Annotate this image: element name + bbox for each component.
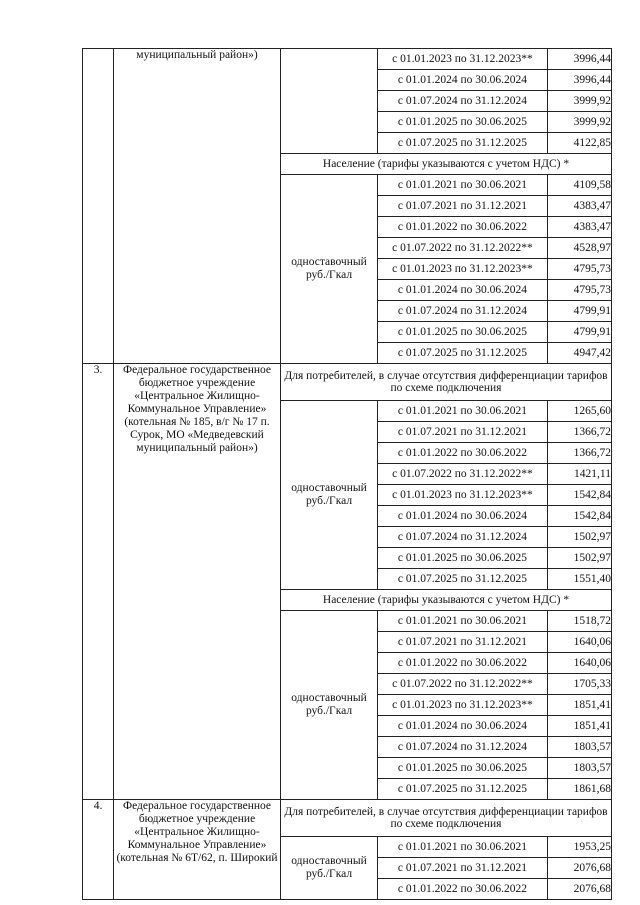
tariff-period: с 01.07.2024 по 31.12.2024 [378,737,548,758]
tariff-period: с 01.01.2024 по 30.06.2024 [378,70,548,91]
tariff-table [82,48,612,900]
tariff-period: с 01.07.2024 по 31.12.2024 [378,301,548,322]
tariff-method: одноставочный руб./Гкал [281,175,378,364]
tariff-value: 4795,73 [548,280,612,301]
tariff-period: с 01.07.2024 по 31.12.2024 [378,91,548,112]
tariff-period: с 01.01.2024 по 30.06.2024 [378,716,548,737]
tariff-period: с 01.01.2022 по 30.06.2022 [378,217,548,238]
tariff-value: 1705,33 [548,674,612,695]
organization-name: Федеральное государственное бюджетное учреждение «Центральное Жилищно-Коммунальное Управление» (котельная № 6Т/62, п. Широкий [114,800,281,900]
tariff-period: с 01.07.2025 по 31.12.2025 [378,343,548,364]
tariff-period: с 01.01.2025 по 30.06.2025 [378,322,548,343]
tariff-value: 3996,44 [548,49,612,70]
tariff-value: 1366,72 [548,422,612,443]
tariff-value: 4122,85 [548,133,612,154]
tariff-value: 1551,40 [548,569,612,590]
tariff-method: одноставочный руб./Гкал [281,837,378,900]
tariff-period: с 01.01.2023 по 31.12.2023** [378,49,548,70]
organization-name: Федеральное государственное бюджетное учреждение «Центральное Жилищно-Коммунальное Управление» (котельная № 185, в/г № 17 п. Сурок, МО «Медведевский муниципальный район») [114,364,281,800]
tariff-value: 1640,06 [548,653,612,674]
tariff-table-body [83,49,612,900]
tariff-period: с 01.01.2025 по 30.06.2025 [378,548,548,569]
tariff-period: с 01.07.2024 по 31.12.2024 [378,527,548,548]
tariff-period: с 01.01.2025 по 30.06.2025 [378,758,548,779]
tariff-value: 3999,92 [548,91,612,112]
table-row [83,364,612,401]
tariff-period: с 01.01.2021 по 30.06.2021 [378,611,548,632]
tariff-value: 4383,47 [548,196,612,217]
tariff-value: 1421,11 [548,464,612,485]
tariff-period: с 01.01.2024 по 30.06.2024 [378,280,548,301]
tariff-value: 1851,41 [548,716,612,737]
tariff-method [281,49,378,154]
consumer-group-header: Для потребителей, в случае отсутствия дифференциации тарифов по схеме подключения [281,800,612,837]
tariff-period: с 01.01.2023 по 31.12.2023** [378,485,548,506]
tariff-period: с 01.07.2025 по 31.12.2025 [378,133,548,154]
tariff-period: с 01.01.2021 по 30.06.2021 [378,175,548,196]
tariff-value: 1502,97 [548,548,612,569]
tariff-value: 4947,42 [548,343,612,364]
tariff-value: 1851,41 [548,695,612,716]
tariff-method: одноставочный руб./Гкал [281,401,378,590]
tariff-value: 1518,72 [548,611,612,632]
tariff-value: 4528,97 [548,238,612,259]
tariff-value: 1265,60 [548,401,612,422]
row-number: 3. [83,364,114,800]
tariff-method: одноставочный руб./Гкал [281,611,378,800]
tariff-period: с 01.07.2025 по 31.12.2025 [378,779,548,800]
tariff-value: 1502,97 [548,527,612,548]
tariff-period: с 01.01.2022 по 30.06.2022 [378,879,548,900]
tariff-period: с 01.07.2022 по 31.12.2022** [378,674,548,695]
tariff-period: с 01.01.2024 по 30.06.2024 [378,506,548,527]
tariff-value: 1803,57 [548,737,612,758]
tariff-value: 3996,44 [548,70,612,91]
tariff-value: 1861,68 [548,779,612,800]
organization-name: муниципальный район») [114,49,281,364]
tariff-value: 4383,47 [548,217,612,238]
tariff-period: с 01.07.2021 по 31.12.2021 [378,858,548,879]
tariff-period: с 01.01.2022 по 30.06.2022 [378,443,548,464]
table-row [83,49,612,70]
tariff-value: 1366,72 [548,443,612,464]
tariff-period: с 01.07.2021 по 31.12.2021 [378,422,548,443]
tariff-value: 1640,06 [548,632,612,653]
tariff-value: 4799,91 [548,301,612,322]
tariff-period: с 01.01.2023 по 31.12.2023** [378,259,548,280]
tariff-value: 4799,91 [548,322,612,343]
tariff-value: 1542,84 [548,485,612,506]
tariff-value: 4795,73 [548,259,612,280]
population-group-header: Население (тарифы указываются с учетом НДС) * [281,590,612,611]
tariff-value: 1803,57 [548,758,612,779]
row-number [83,49,114,364]
tariff-period: с 01.07.2025 по 31.12.2025 [378,569,548,590]
tariff-period: с 01.01.2023 по 31.12.2023** [378,695,548,716]
tariff-period: с 01.01.2022 по 30.06.2022 [378,653,548,674]
tariff-period: с 01.01.2025 по 30.06.2025 [378,112,548,133]
tariff-period: с 01.07.2021 по 31.12.2021 [378,632,548,653]
tariff-value: 4109,58 [548,175,612,196]
tariff-period: с 01.01.2021 по 30.06.2021 [378,837,548,858]
tariff-period: с 01.07.2021 по 31.12.2021 [378,196,548,217]
tariff-value: 1542,84 [548,506,612,527]
tariff-period: с 01.07.2022 по 31.12.2022** [378,238,548,259]
tariff-value: 2076,68 [548,858,612,879]
row-number: 4. [83,800,114,900]
tariff-period: с 01.01.2021 по 30.06.2021 [378,401,548,422]
population-group-header: Население (тарифы указываются с учетом НДС) * [281,154,612,175]
tariff-value: 3999,92 [548,112,612,133]
tariff-value: 1953,25 [548,837,612,858]
table-row [83,800,612,837]
consumer-group-header: Для потребителей, в случае отсутствия дифференциации тарифов по схеме подключения [281,364,612,401]
tariff-value: 2076,68 [548,879,612,900]
tariff-period: с 01.07.2022 по 31.12.2022** [378,464,548,485]
